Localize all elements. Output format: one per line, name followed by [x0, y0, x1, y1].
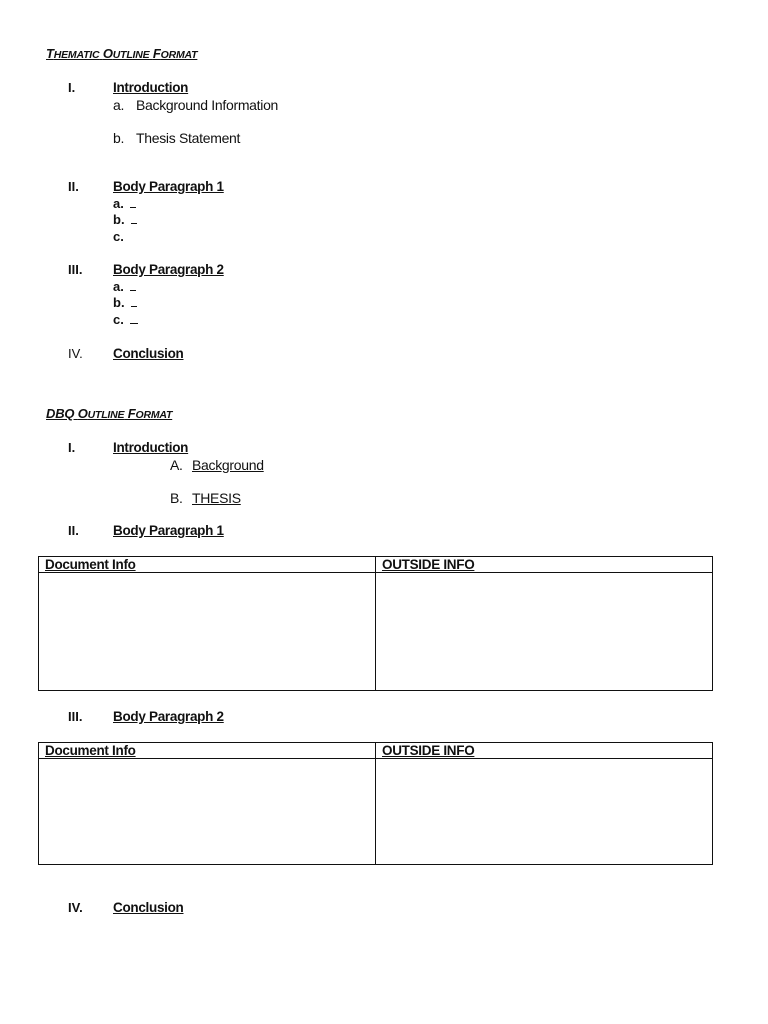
item-letter: a. — [113, 97, 125, 113]
item-background-information: Background Information — [136, 97, 279, 113]
item-row: b. — [113, 295, 137, 311]
item-row: a. — [113, 196, 136, 212]
numeral-iii: III. — [68, 709, 83, 724]
document-info-header: Document Info — [39, 743, 376, 759]
item-row: c. — [113, 229, 124, 244]
numeral-ii: II. — [68, 179, 79, 194]
document-info-header: Document Info — [39, 557, 376, 573]
section-heading-conclusion: Conclusion — [113, 900, 184, 915]
item-letter: b. — [113, 130, 125, 146]
numeral-iv: IV. — [68, 346, 83, 361]
outside-info-cell[interactable] — [376, 759, 713, 865]
section-heading-introduction: Introduction — [113, 80, 189, 95]
numeral-i: I. — [68, 440, 76, 455]
section-heading-body-paragraph-2: Body Paragraph 2 — [113, 709, 224, 724]
section-heading-body-paragraph-1: Body Paragraph 1 — [113, 523, 224, 538]
document-info-cell[interactable] — [39, 759, 376, 865]
item-row: b. — [113, 212, 137, 228]
section-heading-introduction: Introduction — [113, 440, 189, 455]
item-thesis-statement: Thesis Statement — [136, 130, 241, 146]
numeral-iv: IV. — [68, 900, 83, 915]
section-heading-conclusion: Conclusion — [113, 346, 184, 361]
item-row: c. — [113, 312, 138, 328]
blank-line — [130, 312, 138, 324]
thematic-outline-title: THEMATIC OUTLINE FORMAT — [46, 46, 198, 61]
blank-line — [131, 295, 137, 307]
body-paragraph-2-table — [38, 742, 713, 865]
item-row: a. — [113, 279, 136, 295]
blank-line — [130, 196, 136, 208]
numeral-i: I. — [68, 80, 76, 95]
document-info-cell[interactable] — [39, 573, 376, 691]
outside-info-header: OUTSIDE INFO — [376, 557, 713, 573]
numeral-iii: III. — [68, 262, 83, 277]
section-heading-body-paragraph-2: Body Paragraph 2 — [113, 262, 224, 277]
outside-info-header: OUTSIDE INFO — [376, 743, 713, 759]
numeral-ii: II. — [68, 523, 79, 538]
item-background: Background — [192, 457, 264, 473]
item-letter: B. — [170, 490, 183, 506]
item-letter: A. — [170, 457, 183, 473]
dbq-outline-title: DBQ OUTLINE FORMAT — [46, 406, 173, 421]
section-heading-body-paragraph-1: Body Paragraph 1 — [113, 179, 224, 194]
blank-line — [131, 212, 137, 224]
blank-line — [130, 279, 136, 291]
outside-info-cell[interactable] — [376, 573, 713, 691]
item-thesis: THESIS — [192, 490, 241, 506]
body-paragraph-1-table — [38, 556, 713, 691]
